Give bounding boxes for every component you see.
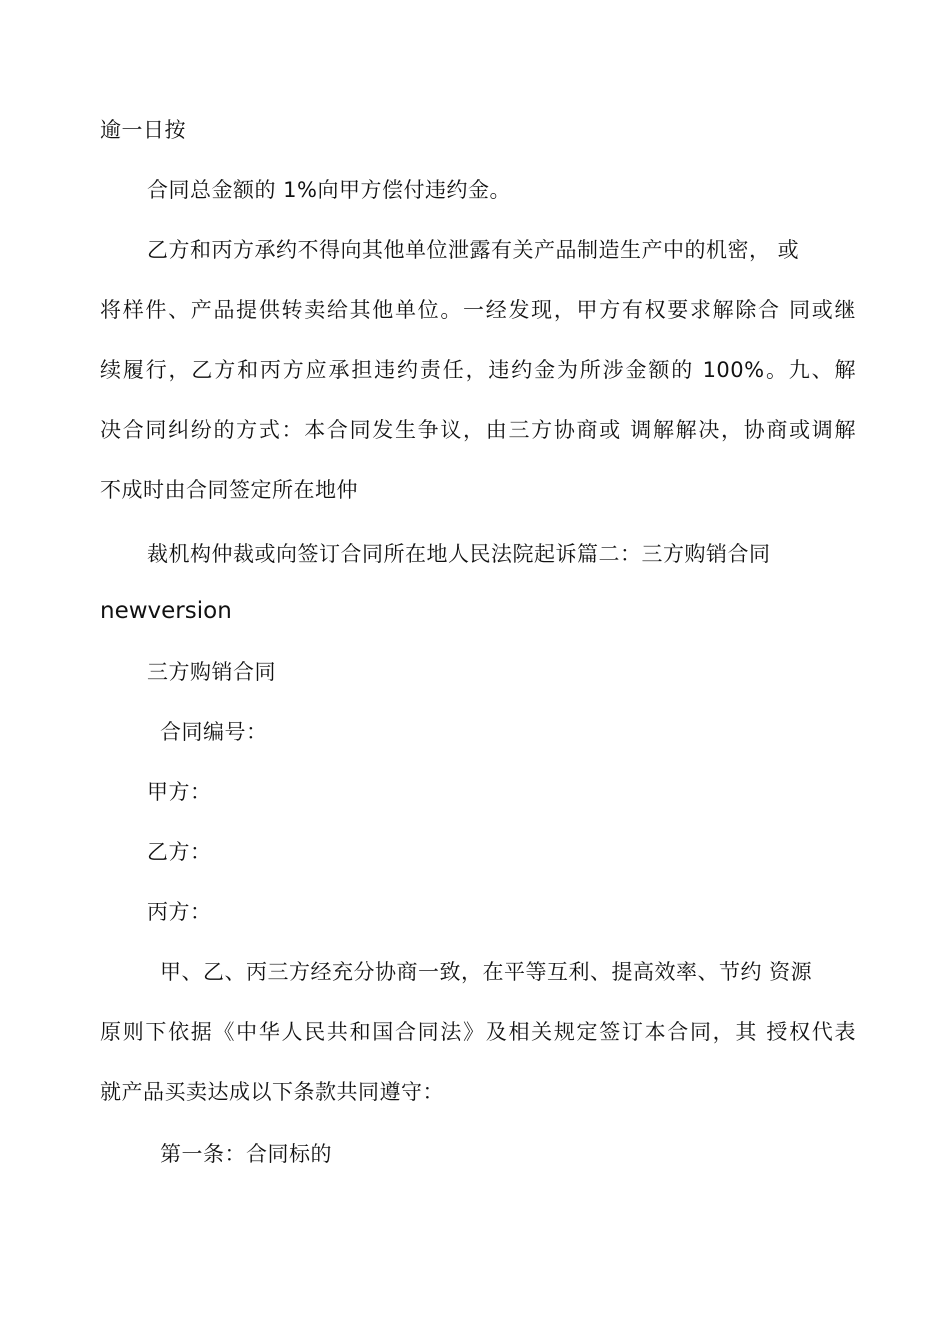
article-one-heading: 第一条：合同标的 — [160, 1142, 332, 1166]
text-line-3: 乙方和丙方承约不得向其他单位泄露有关产品制造生产中的机密， 或 — [147, 238, 800, 262]
text-line-4: 将样件、产品提供转卖给其他单位。一经发现，甲方有权要求解除合 同或继 — [100, 298, 856, 322]
party-b-label: 乙方： — [147, 840, 212, 864]
text-line-1: 逾一日按 — [100, 118, 186, 142]
text-line-8: 裁机构仲裁或向签订合同所在地人民法院起诉篇二：三方购销合同 — [147, 542, 771, 566]
text-line-16: 原则下依据《中华人民共和国合同法》及相关规定签订本合同，其 授权代表 — [100, 1020, 856, 1044]
text-line-6: 决合同纠纷的方式：本合同发生争议，由三方协商或 调解解决，协商或调解 — [100, 418, 856, 442]
text-line-17: 就产品买卖达成以下条款共同遵守： — [100, 1080, 444, 1104]
text-line-2: 合同总金额的 1%向甲方偿付违约金。 — [147, 178, 511, 202]
text-line-5: 续履行，乙方和丙方应承担违约责任，违约金为所涉金额的 100%。九、解 — [100, 358, 856, 382]
party-a-label: 甲方： — [147, 780, 212, 804]
section-title: 三方购销合同 — [147, 660, 276, 684]
contract-number-label: 合同编号： — [160, 720, 268, 744]
text-line-9: newversion — [100, 598, 232, 624]
text-line-7: 不成时由合同签定所在地仲 — [100, 478, 358, 502]
text-line-15: 甲、乙、丙三方经充分协商一致，在平等互利、提高效率、节约 资源 — [160, 960, 813, 984]
party-c-label: 丙方： — [147, 900, 212, 924]
